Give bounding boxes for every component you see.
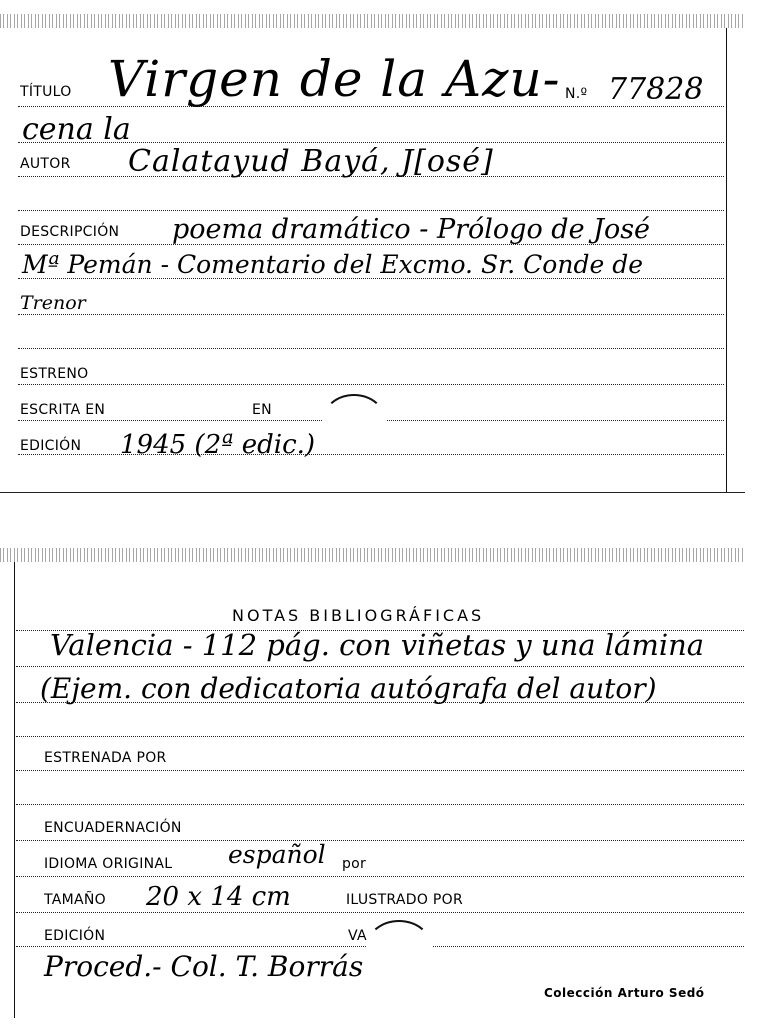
estreno-label: ESTRENO — [20, 366, 89, 382]
collection-footer: Colección Arturo Sedó — [544, 986, 705, 1000]
descripcion-label: DESCRIPCIÓN — [20, 224, 120, 240]
edicion-label: EDICIÓN — [20, 438, 82, 454]
notas-value-line2: (Ejem. con dedicatoria autógrafa del autor) — [40, 672, 657, 705]
rule — [16, 770, 744, 771]
rule — [18, 210, 724, 211]
rule — [16, 912, 744, 913]
autor-label: AUTOR — [20, 156, 71, 172]
descripcion-value-line1: poema dramático - Prólogo de José — [172, 214, 651, 245]
edicion-label-bottom: EDICIÓN — [44, 928, 106, 944]
encuadernacion-label: ENCUADERNACIÓN — [44, 820, 182, 836]
numero-label: N.º — [565, 86, 588, 102]
en-label: EN — [252, 402, 272, 418]
ink-mark — [366, 920, 432, 974]
rule — [16, 804, 744, 805]
descripcion-value-line2: Mª Pemán - Comentario del Excmo. Sr. Conde de — [22, 250, 643, 279]
idioma-value: español — [228, 840, 326, 869]
titulo-value-line2: cena la — [22, 112, 131, 147]
card-bottom-border — [0, 492, 745, 493]
notas-heading: NOTAS BIBLIOGRÁFICAS — [232, 606, 485, 625]
rule — [18, 384, 724, 385]
catalog-card-top — [0, 14, 745, 492]
rule — [18, 314, 724, 315]
titulo-value-line1: Virgen de la Azu- — [108, 50, 561, 108]
card-bottom-edge — [0, 548, 745, 562]
rule — [16, 666, 744, 667]
rule — [18, 348, 724, 349]
por-label: por — [342, 856, 367, 872]
titulo-label: TÍTULO — [20, 84, 72, 100]
autor-value: Calatayud Bayá, J[osé] — [128, 144, 494, 179]
card-right-border — [726, 28, 727, 492]
card-left-border — [14, 562, 15, 1018]
rule — [16, 736, 744, 737]
notas-value-line1: Valencia - 112 pág. con viñetas y una lámina — [50, 628, 705, 662]
ilustrado-por-label: ILUSTRADO POR — [346, 892, 463, 908]
procedencia-value: Proced.- Col. T. Borrás — [44, 950, 364, 983]
tamano-label: TAMAÑO — [44, 892, 106, 908]
edicion-value: 1945 (2ª edic.) — [120, 430, 316, 460]
descripcion-value-line3: Trenor — [20, 292, 86, 314]
tamano-value: 20 x 14 cm — [146, 882, 291, 912]
rule — [16, 876, 744, 877]
numero-value: 77828 — [608, 72, 704, 107]
escrita-en-label: ESCRITA EN — [20, 402, 106, 418]
rule — [16, 840, 744, 841]
estrenada-por-label: ESTRENADA POR — [44, 750, 167, 766]
ink-mark — [322, 394, 386, 448]
idioma-original-label: IDIOMA ORIGINAL — [44, 856, 173, 872]
va-label: VA — [348, 928, 367, 944]
catalog-card-bottom — [0, 548, 745, 1018]
card-top-edge — [0, 14, 745, 28]
